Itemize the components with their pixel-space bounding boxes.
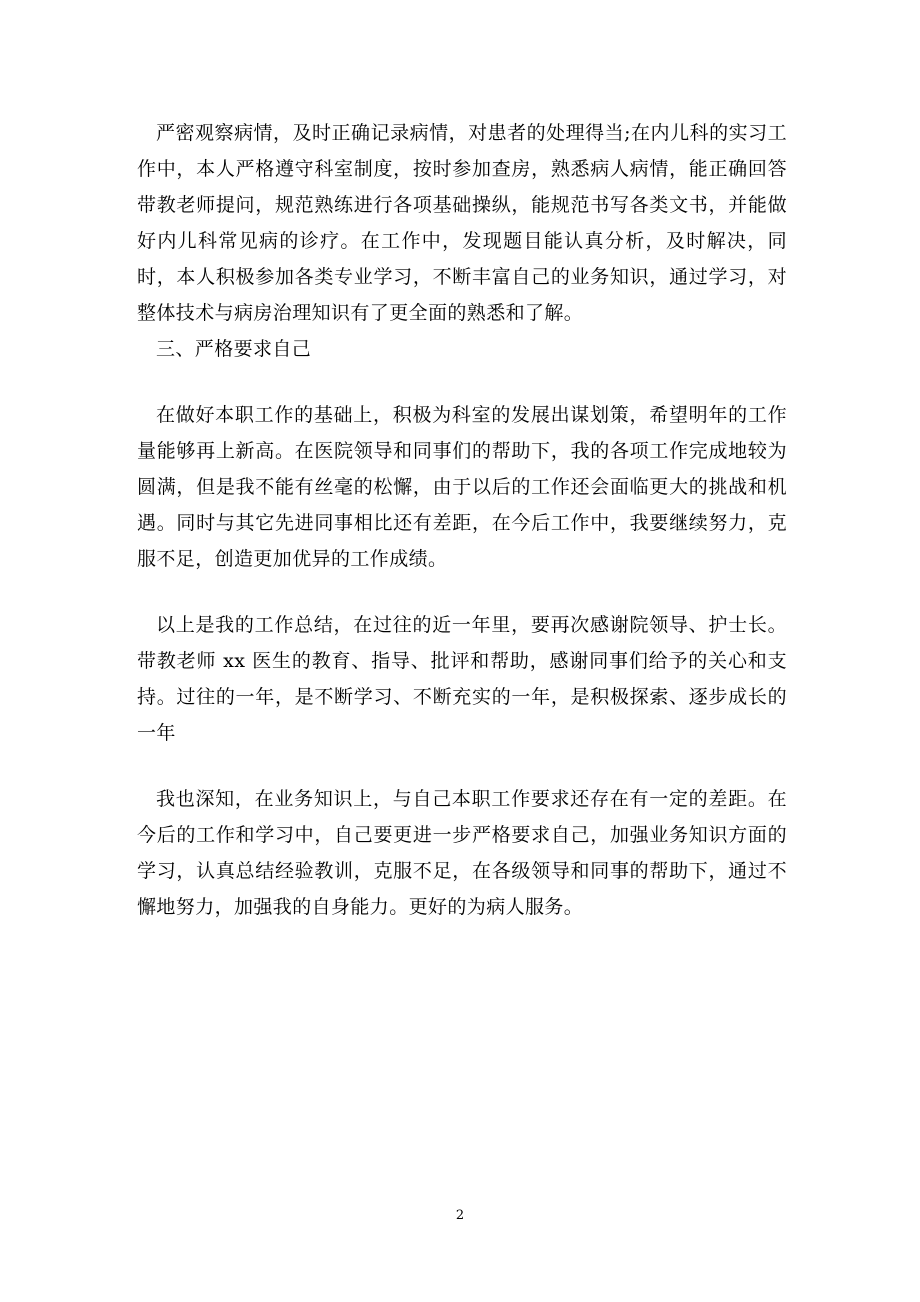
paragraph-summary-thanks: 以上是我的工作总结，在过往的近一年里，要再次感谢院领导、护士长。带教老师 xx 医生的教育、指导、批评和帮助，感谢同事们给予的关心和支持。过往的一年，是不断学习、不断充实的一年，是积极探索、逐步成长的一年 bbox=[137, 614, 787, 744]
document-body bbox=[137, 115, 787, 925]
paragraph-self-improvement: 我也深知，在业务知识上，与自己本职工作要求还存在有一定的差距。在今后的工作和学习中，自己要更进一步严格要求自己，加强业务知识方面的学习，认真总结经验教训，克服不足，在各级领导和同事的帮助下，通过不懈地努力，加强我的自身能力。更好的为病人服务。 bbox=[137, 788, 787, 918]
section-heading-strict-requirements: 三、严格要求自己 bbox=[156, 338, 312, 360]
page-number: 2 bbox=[455, 1208, 465, 1223]
paragraph-duties: 在做好本职工作的基础上，积极为科室的发展出谋划策，希望明年的工作量能够再上新高。在医院领导和同事们的帮助下，我的各项工作完成地较为圆满，但是我不能有丝毫的松懈，由于以后的工作还会面临更大的挑战和机遇。同时与其它先进同事相比还有差距，在今后工作中，我要继续努力，克服不足，创造更加优异的工作成绩。 bbox=[137, 404, 787, 570]
paragraph-clinical-work: 严密观察病情，及时正确记录病情，对患者的处理得当;在内儿科的实习工作中，本人严格遵守科室制度，按时参加查房，熟悉病人病情，能正确回答带教老师提问，规范熟练进行各项基础操纵，能规范书写各类文书，并能做好内儿科常见病的诊疗。在工作中，发现题目能认真分析，及时解决，同时，本人积极参加各类专业学习，不断丰富自己的业务知识，通过学习，对整体技术与病房治理知识有了更全面的熟悉和了解。 bbox=[137, 122, 787, 324]
